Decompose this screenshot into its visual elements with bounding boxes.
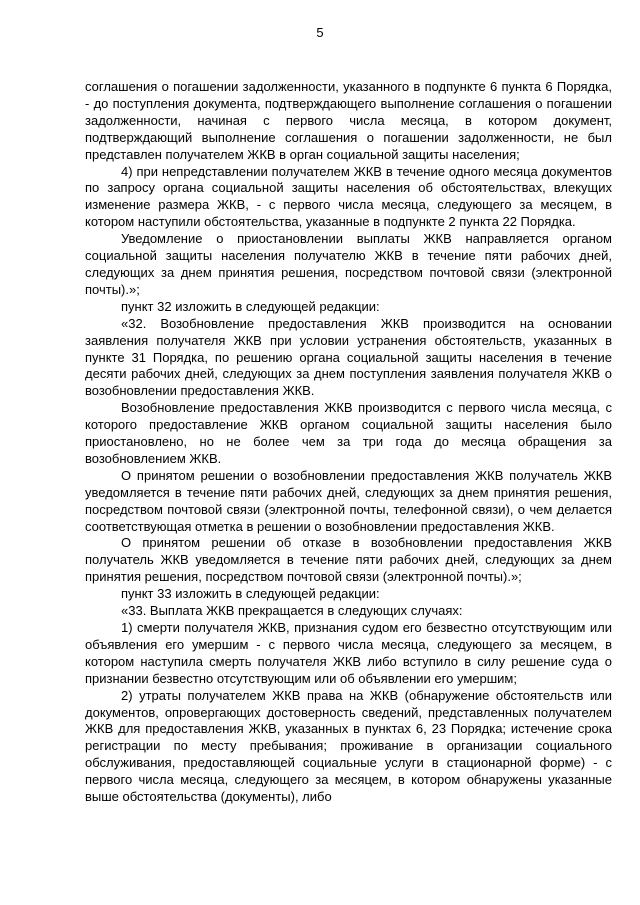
paragraph-point-32: «32. Возобновление предоставления ЖКВ производится на основании заявления получателя ЖКВ при условии устранения обстоятельств, указанных в пункте 31 Порядка, по решению органа социальной защиты населения в течение десяти рабочих дней, следующих за днем поступления заявления получателя ЖКВ о возобновлении предоставления ЖКВ. (85, 315, 612, 399)
paragraph-item-4: 4) при непредставлении получателем ЖКВ в течение одного месяца документов по запросу органа социальной защиты населения об обстоятельствах, влекущих изменение размера ЖКВ, - с первого числа месяца, следующего за месяцем, в котором наступили обстоятельства, указанные в подпункте 2 пункта 22 Порядка. (85, 163, 612, 230)
paragraph-point-33: «33. Выплата ЖКВ прекращается в следующих случаях: (121, 603, 463, 619)
paragraph-refusal-notice: О принятом решении об отказе в возобновлении предоставления ЖКВ получатель ЖКВ уведомляется в течение пяти рабочих дней, следующих за днем принятия решения, посредством почтовой связи (электронной почты).»; (85, 535, 612, 585)
paragraph-case-2: 2) утраты получателем ЖКВ права на ЖКВ (обнаружение обстоятельств или документов, опровергающих достоверность сведений, представленных получателем ЖКВ для предоставления ЖКВ, указанных в пунктах 6, 23 Порядка; истечение срока регистрации по месту пребывания; проживание в организации социального обслуживания, предоставляющей социальные услуги в стационарной форме) - с первого числа месяца, следующего за месяцем, в котором обнаружены указанные выше обстоятельства (документы), либо (85, 687, 612, 805)
paragraph-resumption-period: Возобновление предоставления ЖКВ производится с первого числа месяца, с которого предоставление ЖКВ органом социальной защиты населения было приостановлено, но не более чем за три года до месяца обращения за возобновлением ЖКВ. (85, 400, 612, 466)
paragraph-resumption-notice: О принятом решении о возобновлении предоставления ЖКВ получатель ЖКВ уведомляется в течение пяти рабочих дней, следующих за днем принятия решения, посредством почтовой связи (электронной почты, телефонной связи), о чем делается соответствующая отметка в решении о возобновлении предоставления ЖКВ. (85, 467, 612, 534)
document-body (85, 79, 612, 806)
paragraph-continuation: соглашения о погашении задолженности, указанного в подпункте 6 пункта 6 Порядка, - до поступления документа, подтверждающего выполнение соглашения о погашении задолженности, начиная с первого числа месяца, в котором документ, подтверждающий выполнение соглашения о погашении задолженности, не был представлен получателем ЖКВ в орган социальной защиты населения; (85, 79, 612, 162)
page-number: 5 (316, 25, 324, 40)
paragraph-suspension-notice: Уведомление о приостановлении выплаты ЖКВ направляется органом социальной защиты населения получателю ЖКВ в течение пяти рабочих дней, следующих за днем принятия решения, посредством почтовой связи (электронной почты).»; (85, 231, 612, 297)
paragraph-case-1: 1) смерти получателя ЖКВ, признания судом его безвестно отсутствующим или объявления его умершим - с первого числа месяца, следующего за месяцем, в котором наступила смерть получателя ЖКВ либо вступило в силу решение суда о признании безвестно отсутствующим или об объявлении его умершим; (85, 620, 612, 686)
paragraph-amend-32: пункт 32 изложить в следующей редакции: (121, 298, 380, 314)
paragraph-amend-33: пункт 33 изложить в следующей редакции: (121, 586, 380, 602)
